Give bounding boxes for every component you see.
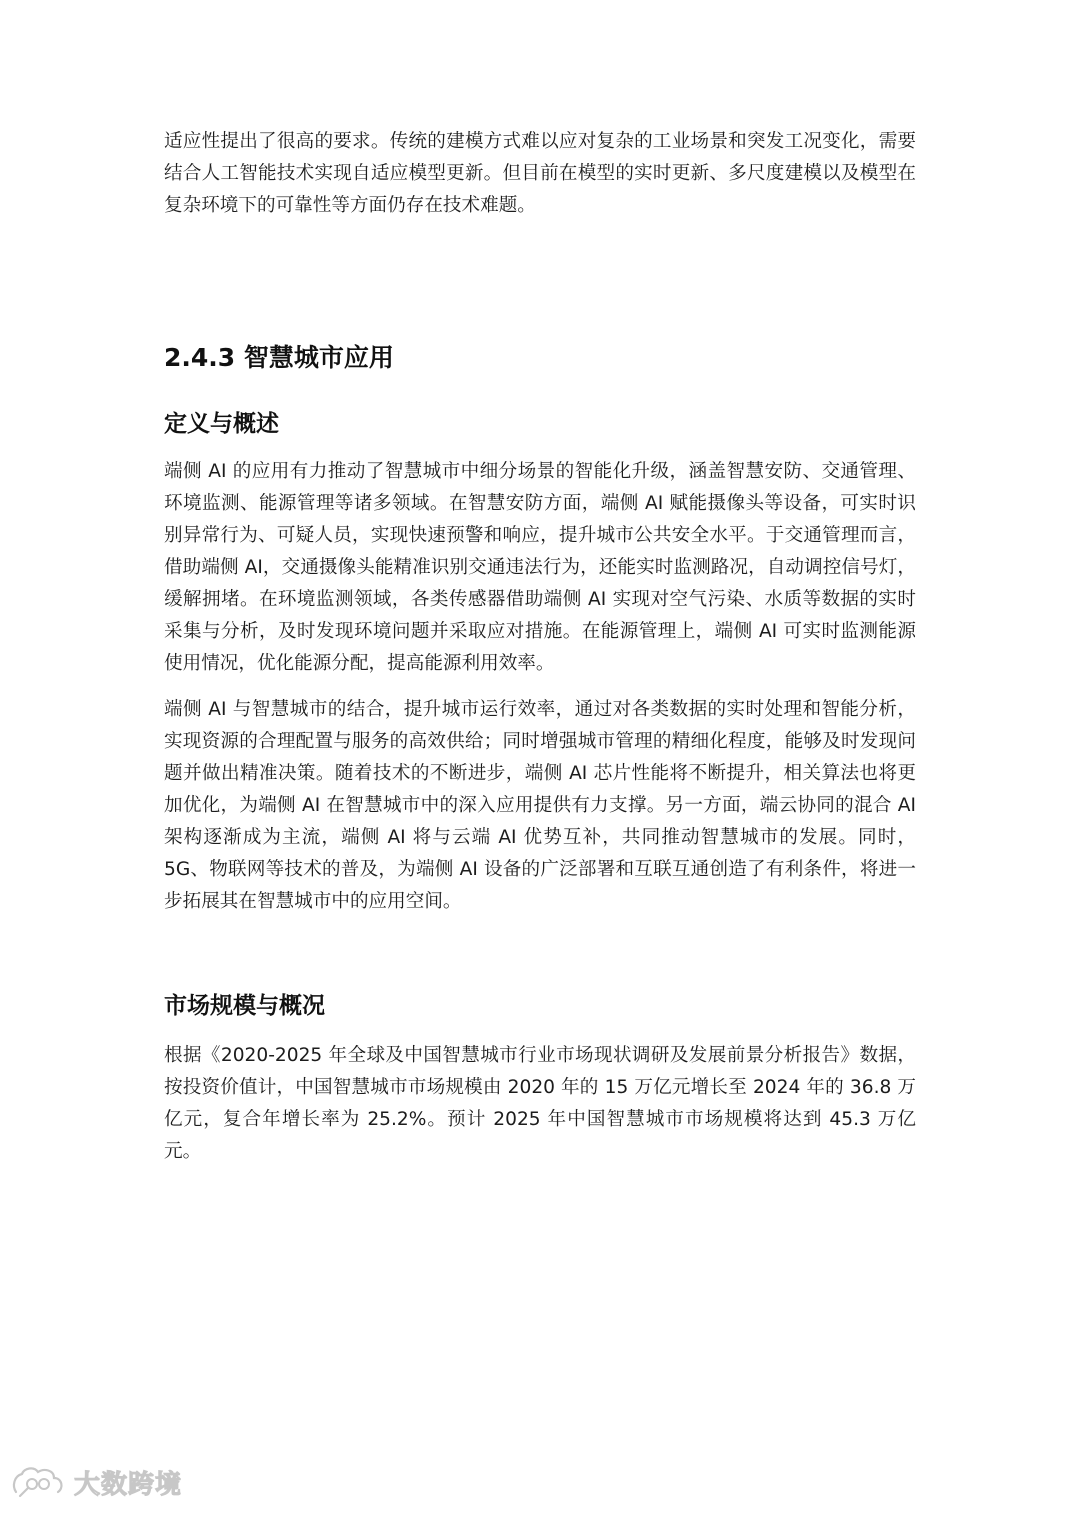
subheading-definition: 定义与概述: [164, 411, 279, 437]
subheading-market: 市场规模与概况: [164, 993, 325, 1019]
paragraph-market: 根据《2020-2025 年全球及中国智慧城市行业市场现状调研及发展前景分析报告》数据，按投资价值计，中国智慧城市市场规模由 2020 年的 15 万亿元增长至 2024 年的 36.8 万亿元，复合年增长率为 25.2%。预计 2025 年中国智慧城市市场规模将达到 45.3 万亿元。: [164, 1045, 916, 1162]
watermark-text: 大数跨境: [74, 1469, 183, 1500]
watermark: [10, 1460, 182, 1504]
brand-logo-icon: [10, 1462, 68, 1502]
paragraph-definition-2: 端侧 AI 与智慧城市的结合，提升城市运行效率，通过对各类数据的实时处理和智能分析，实现资源的合理配置与服务的高效供给；同时增强城市管理的精细化程度，能够及时发现问题并做出精准决策。随着技术的不断进步，端侧 AI 芯片性能将不断提升，相关算法也将更加优化，为端侧 AI 在智慧城市中的深入应用提供有力支撑。另一方面，端云协同的混合 AI 架构逐渐成为主流，端侧 AI 将与云端 AI 优势互补，共同推动智慧城市的发展。同时，5G、物联网等技术的普及，为端侧 AI 设备的广泛部署和互联互通创造了有利条件，将进一步拓展其在智慧城市中的应用空间。: [164, 699, 916, 912]
paragraph-intro: 适应性提出了很高的要求。传统的建模方式难以应对复杂的工业场景和突发工况变化，需要结合人工智能技术实现自适应模型更新。但目前在模型的实时更新、多尺度建模以及模型在复杂环境下的可靠性等方面仍存在技术难题。: [164, 131, 916, 216]
paragraph-definition-1: 端侧 AI 的应用有力推动了智慧城市中细分场景的智能化升级，涵盖智慧安防、交通管理、环境监测、能源管理等诸多领域。在智慧安防方面，端侧 AI 赋能摄像头等设备，可实时识别异常行为、可疑人员，实现快速预警和响应，提升城市公共安全水平。于交通管理而言，借助端侧 AI，交通摄像头能精准识别交通违法行为，还能实时监测路况，自动调控信号灯，缓解拥堵。在环境监测领域，各类传感器借助端侧 AI 实现对空气污染、水质等数据的实时采集与分析，及时发现环境问题并采取应对措施。在能源管理上，端侧 AI 可实时监测能源使用情况，优化能源分配，提高能源利用效率。: [164, 461, 916, 674]
section-heading: 2.4.3 智慧城市应用: [164, 343, 394, 372]
